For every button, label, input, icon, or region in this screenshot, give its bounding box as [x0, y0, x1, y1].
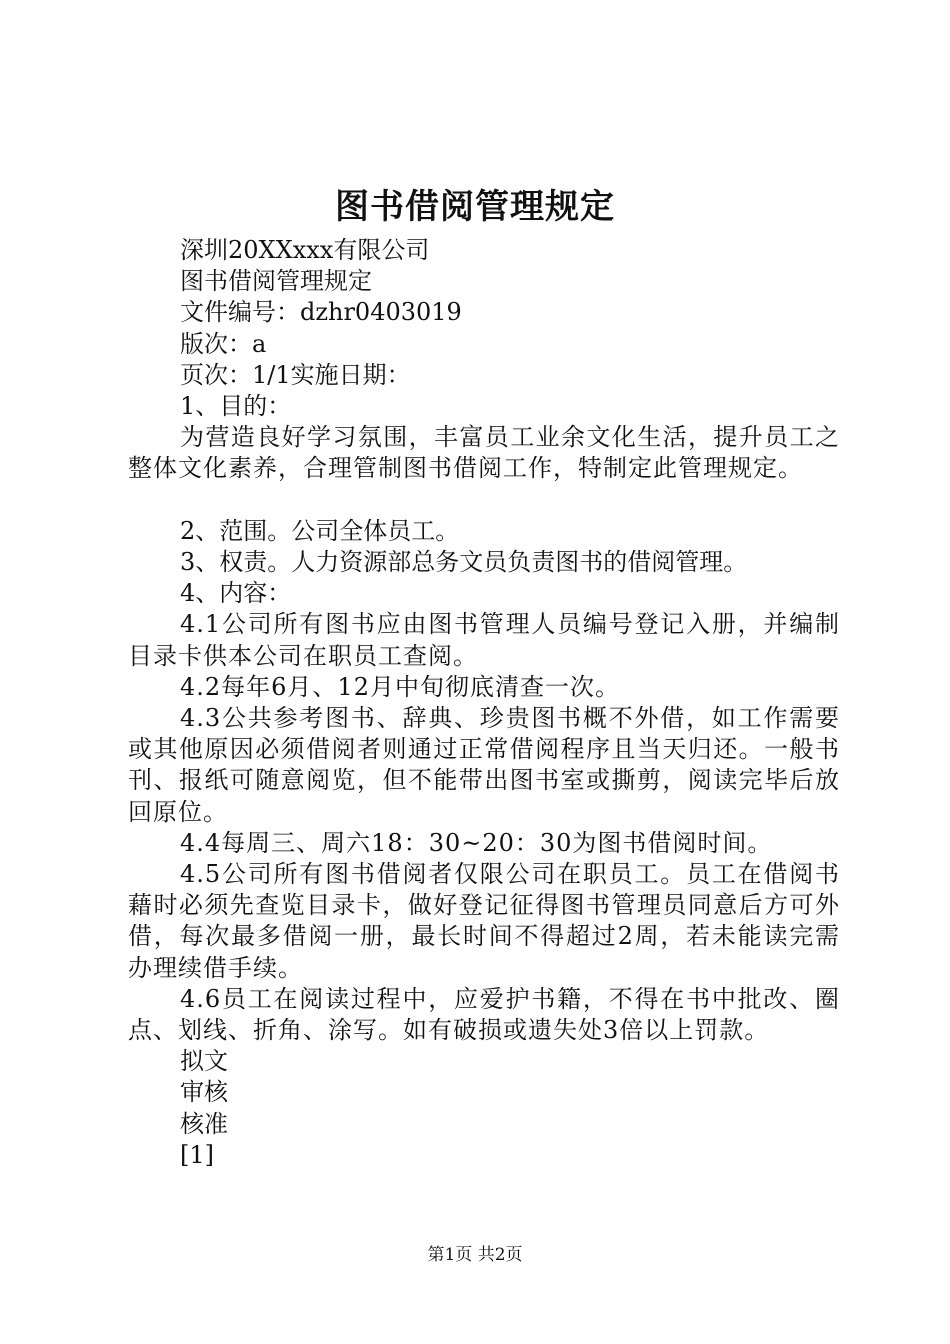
regulation-name: 图书借阅管理规定: [180, 267, 372, 296]
document-title: 图书借阅管理规定: [335, 187, 615, 227]
content-item-4-5: 4.5公司所有图书借阅者仅限公司在职员工。员工在借阅书藉时必须先查览目录卡，做好登记征得图书管理员同意后方可外借，每次最多借阅一册，最长时间不得超过2周，若未能读完需办理续借手续。: [128, 860, 840, 982]
content-item-4-2: 4.2每年6月、12月中旬彻底清查一次。: [180, 672, 620, 701]
content-item-4-4: 4.4每周三、周六18：30~20：30为图书借阅时间。: [180, 828, 773, 857]
revision: 版次：a: [180, 329, 267, 358]
page-and-effective-date: 页次：1/1实施日期：: [180, 360, 411, 389]
content-item-4-6: 4.6员工在阅读过程中，应爱护书籍，不得在书中批改、圈点、划线、折角、涂写。如有破损或遗失处3倍以上罚款。: [128, 984, 840, 1045]
section-scope: 2、范围。公司全体员工。: [180, 516, 460, 545]
section-purpose-heading: 1、目的：: [180, 392, 292, 421]
page-footer: 第1页 共2页: [427, 1245, 523, 1265]
content-item-4-3: 4.3公共参考图书、辞典、珍贵图书概不外借，如工作需要或其他原因必须借阅者则通过正常借阅程序且当天归还。一般书刊、报纸可随意阅览，但不能带出图书室或撕剪，阅读完毕后放回原位。: [128, 704, 840, 826]
document-body: [128, 235, 840, 1171]
section-content-heading: 4、内容：: [180, 579, 292, 608]
document-number: 文件编号：dzhr0403019: [180, 298, 462, 327]
signoff-review: 审核: [180, 1078, 228, 1107]
blank-line: [128, 485, 840, 516]
content-item-4-1: 4.1公司所有图书应由图书管理人员编号登记入册，并编制目录卡供本公司在职员工查阅。: [128, 610, 840, 670]
purpose-paragraph: 为营造良好学习氛围，丰富员工业余文化生活，提升员工之整体文化素养，合理管制图书借阅工作，特制定此管理规定。: [128, 423, 840, 483]
footnote-marker: [1]: [180, 1140, 214, 1169]
signoff-draft: 拟文: [180, 1047, 228, 1076]
section-responsibility: 3、权责。人力资源部总务文员负责图书的借阅管理。: [180, 548, 748, 577]
signoff-approve: 核准: [180, 1109, 228, 1138]
company-name: 深圳20XXxxx有限公司: [180, 236, 430, 264]
